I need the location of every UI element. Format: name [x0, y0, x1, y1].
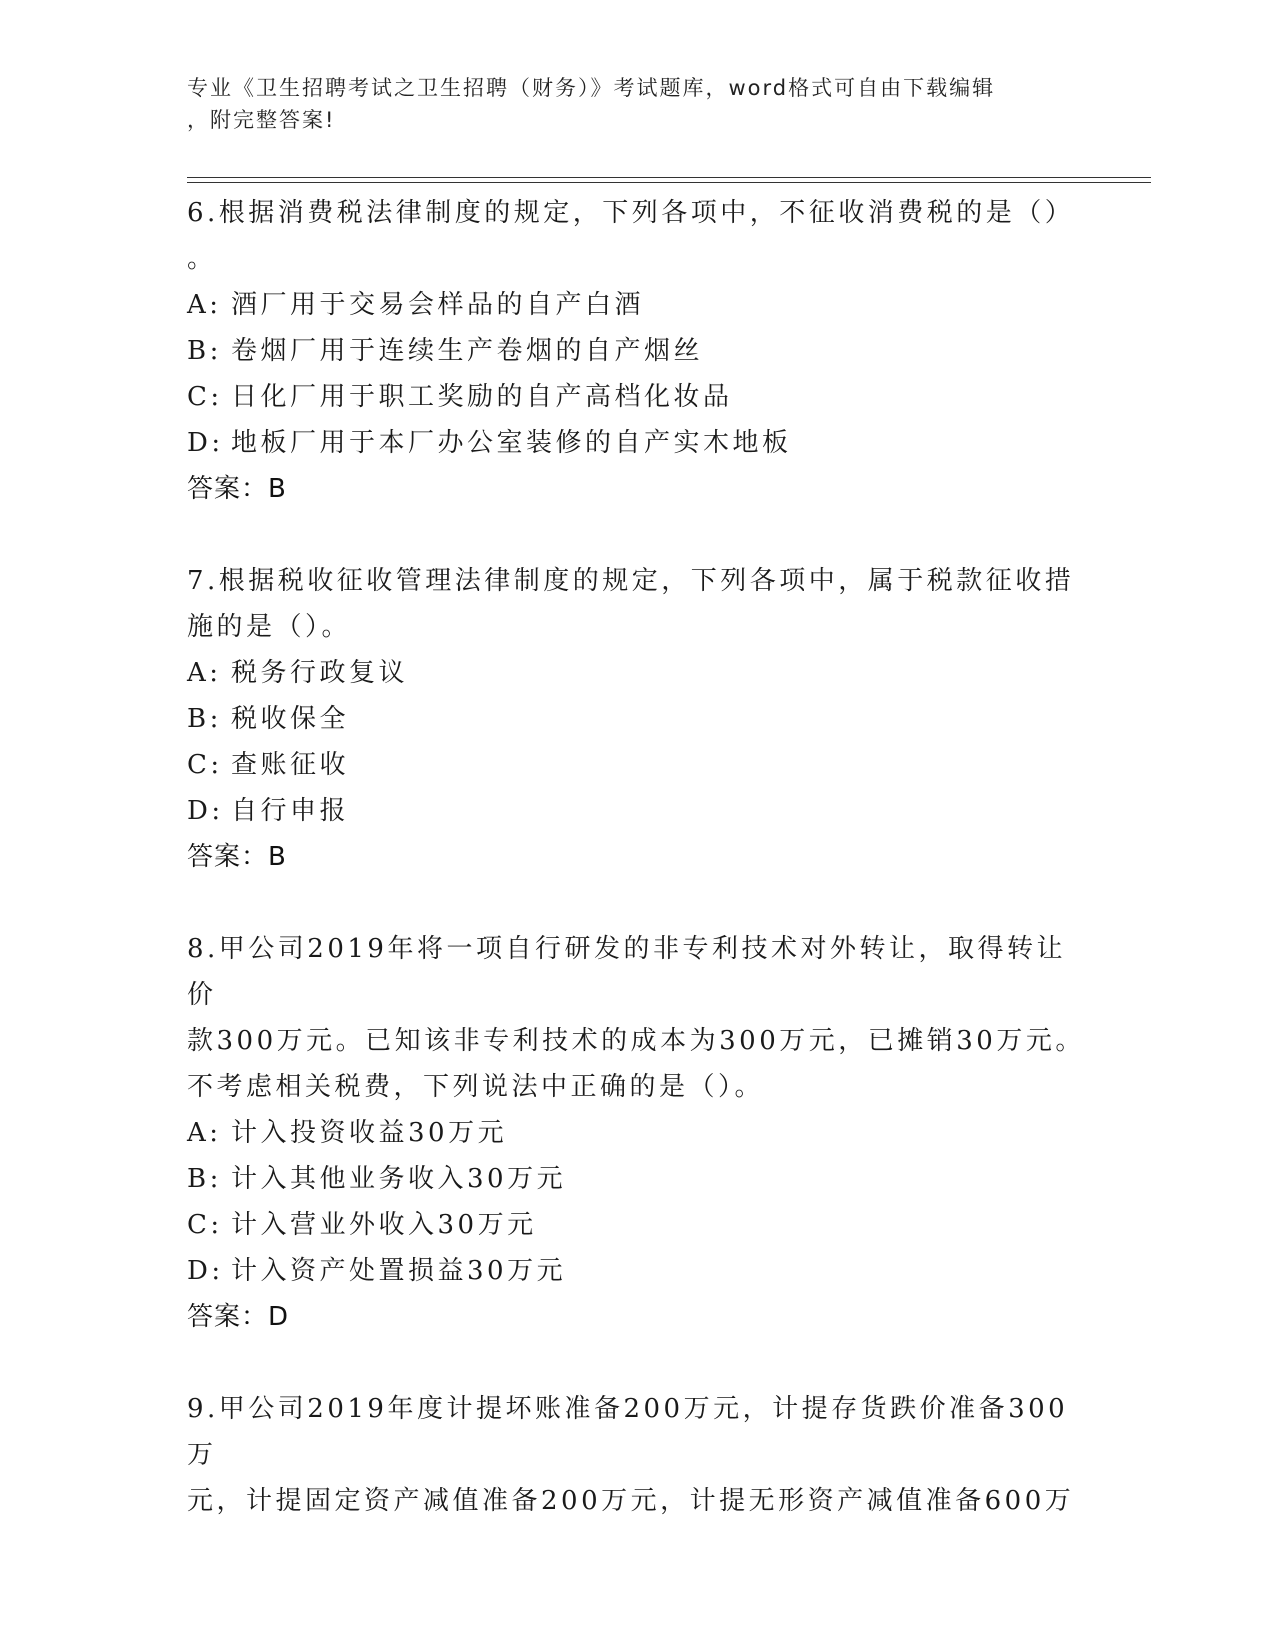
option-text: 计入资产处置损益30万元: [231, 1256, 567, 1286]
option-text: 酒厂用于交易会样品的自产白酒: [231, 290, 645, 320]
answer-line: 答案：B: [187, 474, 287, 504]
option-text: 自行申报: [231, 796, 350, 826]
option-b: [187, 1156, 1087, 1202]
question-7: [187, 558, 1087, 880]
option-text: 税收保全: [231, 704, 350, 734]
option-a: [187, 650, 1087, 696]
question-9: [187, 1386, 1087, 1524]
question-stem: 6.根据消费税法律制度的规定，下列各项中，不征收消费税的是（） 。: [187, 198, 1075, 274]
option-letter: D:: [187, 1256, 224, 1286]
option-text: 税务行政复议: [231, 658, 409, 688]
option-c: [187, 1202, 1087, 1248]
option-text: 日化厂用于职工奖励的自产高档化妆品: [231, 382, 733, 412]
option-letter: C:: [187, 382, 223, 412]
option-text: 卷烟厂用于连续生产卷烟的自产烟丝: [231, 336, 704, 366]
option-letter: D:: [187, 796, 224, 826]
option-text: 计入投资收益30万元: [231, 1118, 508, 1148]
header-line-1: 专业《卫生招聘考试之卫生招聘（财务）》考试题库，word格式可自由下载编辑: [187, 76, 996, 100]
option-a: [187, 282, 1087, 328]
question-6: [187, 190, 1087, 512]
question-stem: 7.根据税收征收管理法律制度的规定，下列各项中，属于税款征收措 施的是（）。: [187, 566, 1075, 642]
option-letter: A:: [187, 658, 222, 688]
header-line-2: ，附完整答案!: [187, 108, 336, 132]
answer-line: 答案：B: [187, 842, 287, 872]
option-text: 查账征收: [231, 750, 350, 780]
question-stem: 9.甲公司2019年度计提坏账准备200万元，计提存货跌价准备300万 元，计提固定资产减值准备200万元，计提无形资产减值准备600万: [187, 1394, 1075, 1516]
option-b: [187, 328, 1087, 374]
option-text: 计入其他业务收入30万元: [231, 1164, 567, 1194]
question-stem: 8.甲公司2019年将一项自行研发的非专利技术对外转让，取得转让价 款300万元。已知该非专利技术的成本为300万元，已摊销30万元。 不考虑相关税费，下列说法中正确的是（）。: [187, 934, 1085, 1102]
option-d: [187, 420, 1087, 466]
option-letter: A:: [187, 1118, 222, 1148]
question-8: [187, 926, 1087, 1340]
option-letter: B:: [187, 704, 222, 734]
answer-line: 答案：D: [187, 1302, 290, 1332]
option-letter: C:: [187, 1210, 223, 1240]
option-letter: B:: [187, 1164, 222, 1194]
option-letter: C:: [187, 750, 223, 780]
option-a: [187, 1110, 1087, 1156]
option-text: 地板厂用于本厂办公室装修的自产实木地板: [231, 428, 792, 458]
document-header: [187, 72, 1067, 136]
option-d: [187, 1248, 1087, 1294]
option-d: [187, 788, 1087, 834]
option-letter: B:: [187, 336, 222, 366]
option-c: [187, 742, 1087, 788]
option-c: [187, 374, 1087, 420]
header-divider-bottom: [187, 182, 1151, 183]
option-letter: D:: [187, 428, 224, 458]
option-letter: A:: [187, 290, 222, 320]
header-divider-top: [187, 177, 1151, 178]
option-b: [187, 696, 1087, 742]
question-list: [187, 190, 1087, 1570]
option-text: 计入营业外收入30万元: [231, 1210, 537, 1240]
